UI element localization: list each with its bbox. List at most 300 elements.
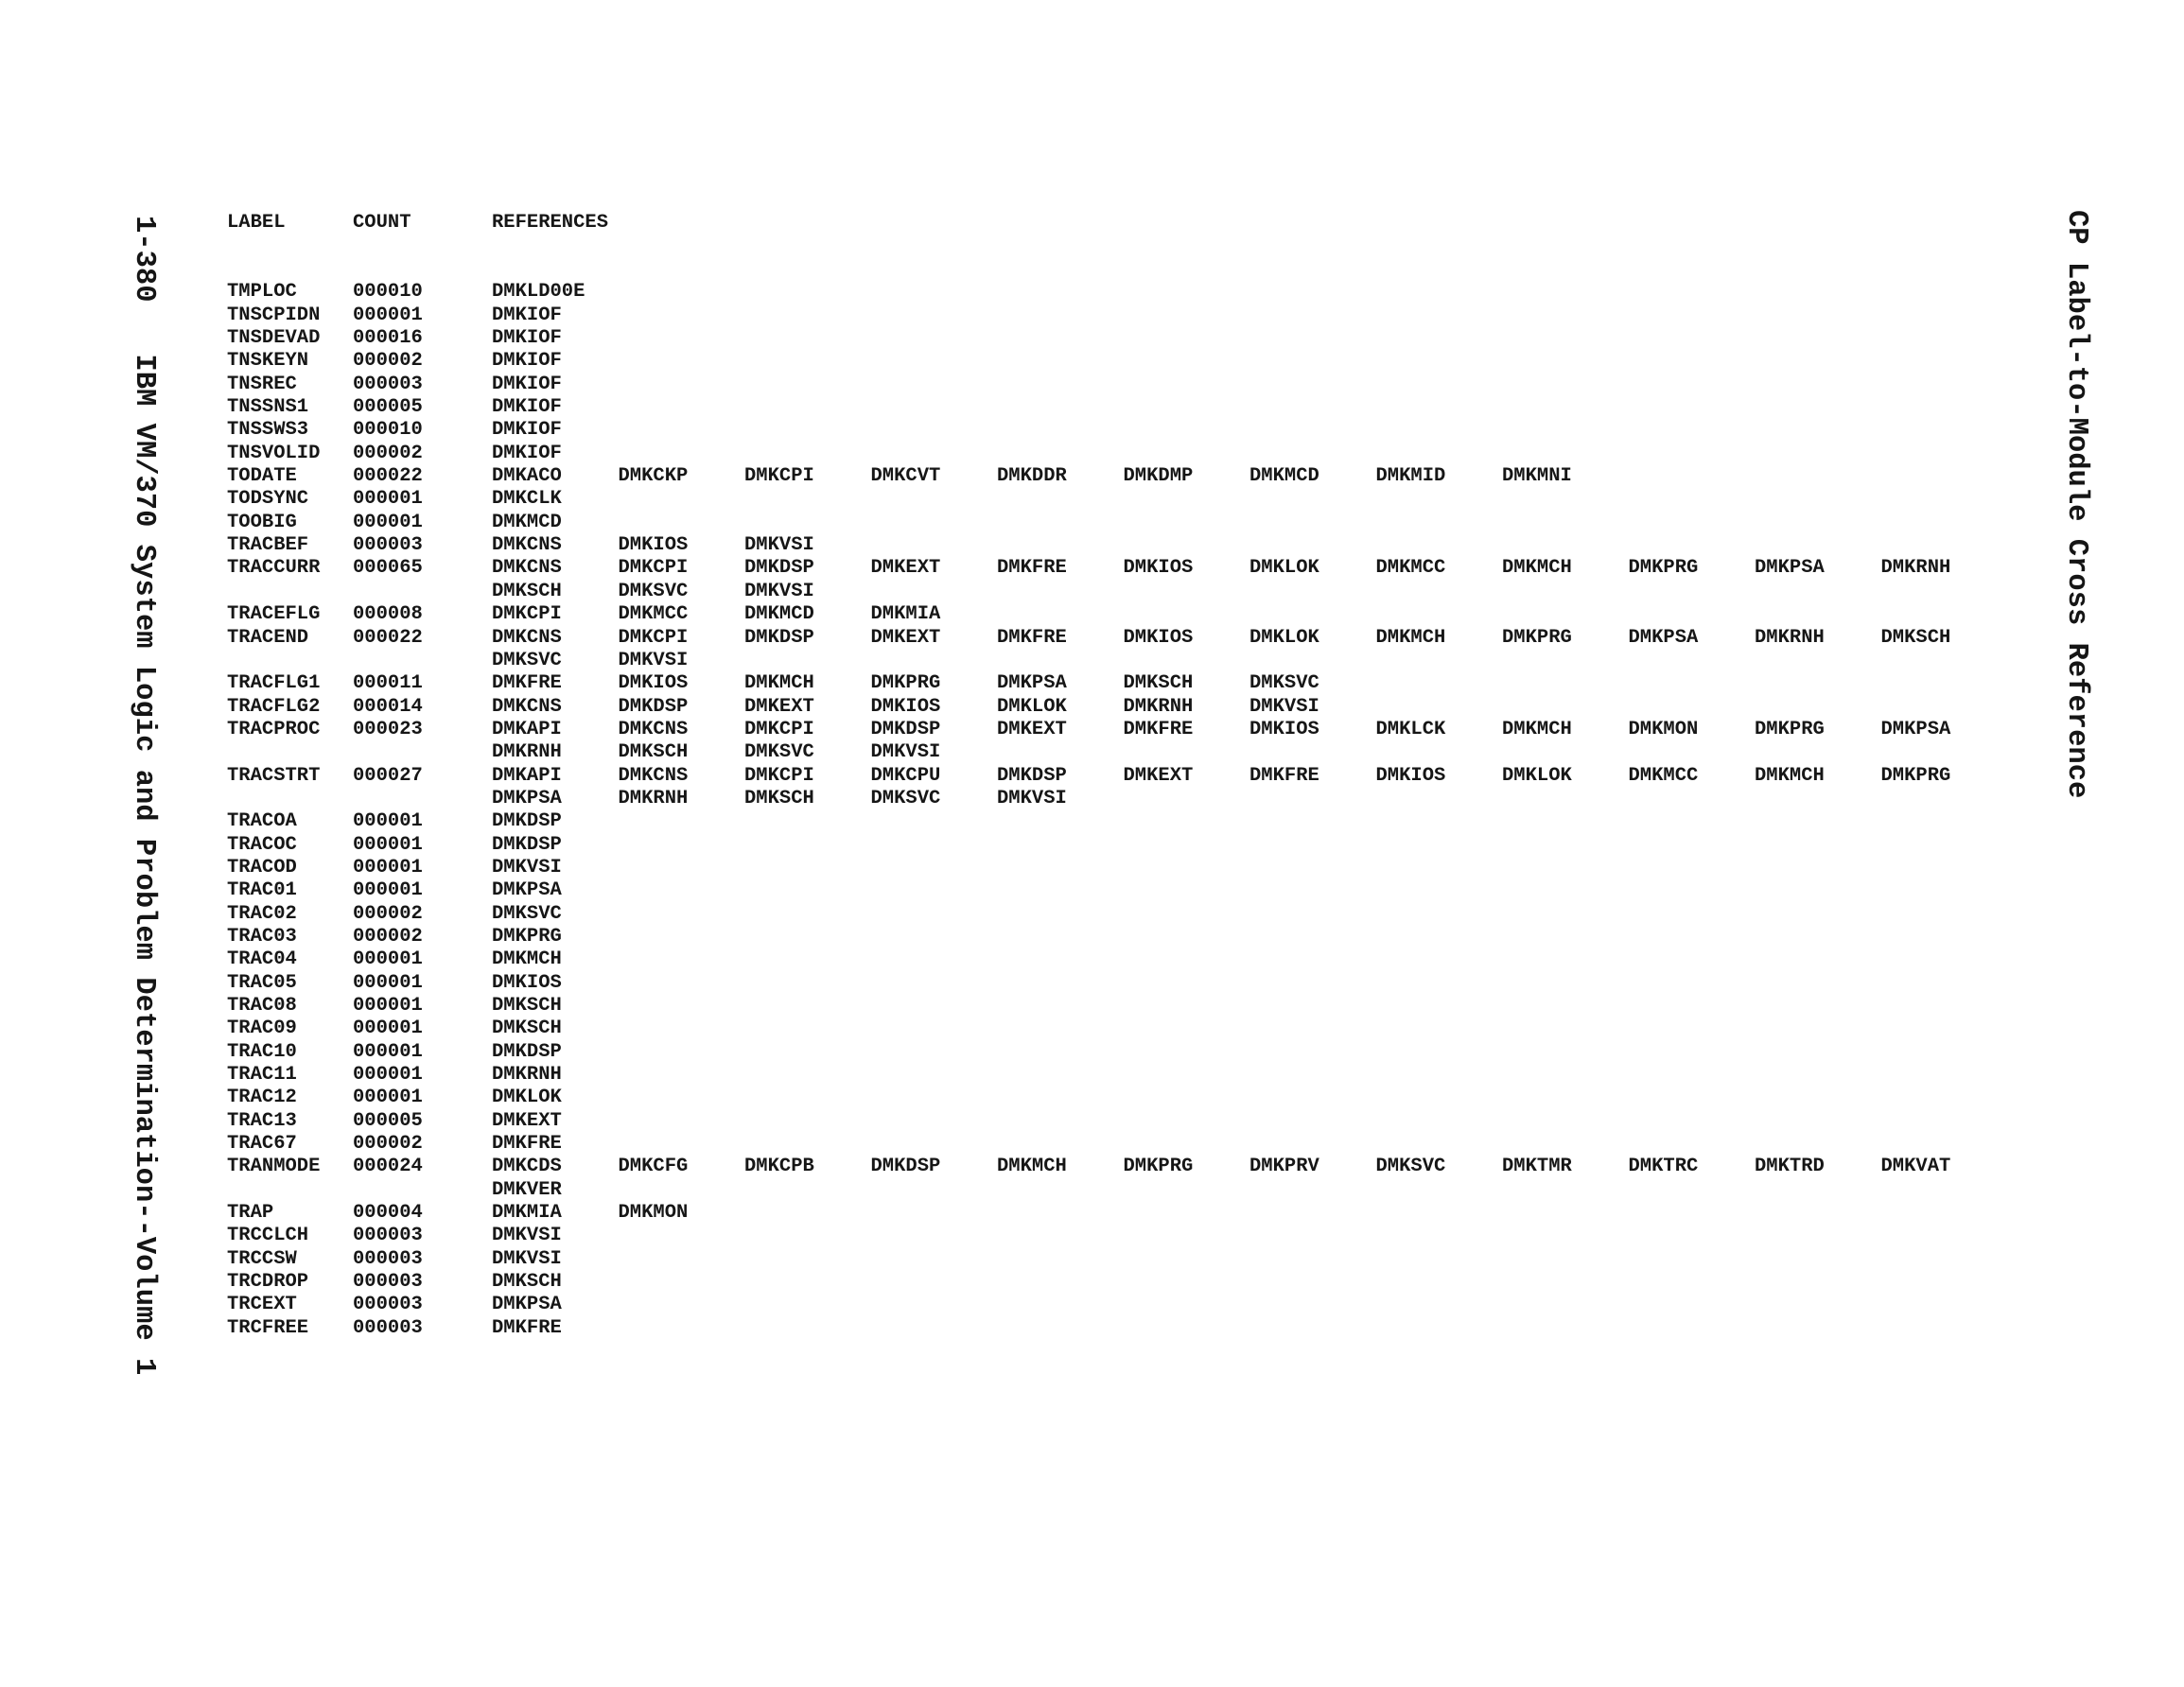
- cell-count: 000001: [353, 1087, 423, 1109]
- module-reference: DMKFRE: [997, 557, 1067, 580]
- module-reference: DMKSCH: [492, 1017, 562, 1040]
- cell-count: 000010: [353, 419, 423, 442]
- table-row: [227, 810, 2005, 833]
- cell-count: 000001: [353, 1064, 423, 1087]
- module-reference: DMKEXT: [744, 695, 814, 718]
- module-reference: DMKDSP: [492, 833, 562, 856]
- table-row: [227, 1017, 2005, 1040]
- module-reference: DMKDSP: [870, 718, 941, 740]
- module-reference: DMKPRG: [492, 925, 562, 948]
- cell-references: [492, 948, 619, 971]
- module-reference: DMKPRG: [1755, 718, 1825, 740]
- module-reference: DMKMCD: [1249, 465, 1319, 488]
- module-reference: DMKIOS: [492, 971, 562, 994]
- cell-label: TRCEXT: [227, 1294, 297, 1316]
- module-reference: DMKIOF: [492, 442, 562, 464]
- module-reference: DMKMCH: [1502, 557, 1572, 580]
- table-row: [227, 465, 2005, 488]
- module-reference: DMKCNS: [492, 695, 562, 718]
- module-reference: DMKPSA: [1880, 718, 1951, 740]
- module-reference: DMKCPI: [744, 764, 814, 787]
- module-reference: DMKCPI: [744, 465, 814, 488]
- module-reference: DMKSCH: [492, 580, 562, 602]
- cell-label: TRACCURR: [227, 557, 321, 580]
- cell-references: [492, 1133, 619, 1156]
- cell-references: [492, 1317, 619, 1340]
- module-reference: DMKLOK: [1249, 557, 1319, 580]
- cell-label: TRACFLG1: [227, 672, 321, 695]
- cell-references: [492, 1156, 2007, 1178]
- cell-references: [492, 995, 619, 1017]
- cell-references: [492, 1248, 619, 1271]
- table-header: [227, 212, 2005, 235]
- cell-count: 000014: [353, 695, 423, 718]
- module-reference: DMKMCH: [1375, 626, 1446, 649]
- cell-count: 000004: [353, 1202, 423, 1225]
- cell-label: TRCDROP: [227, 1271, 309, 1294]
- cell-count: 000024: [353, 1156, 423, 1178]
- table-row: [227, 903, 2005, 926]
- cell-references: [492, 972, 619, 995]
- cell-label: TNSSWS3: [227, 419, 309, 442]
- table-row: [227, 327, 2005, 350]
- cell-label: TRACOA: [227, 810, 297, 833]
- cell-references: [492, 1087, 619, 1109]
- cell-count: 000002: [353, 442, 423, 464]
- module-reference: DMKCNS: [618, 718, 689, 740]
- cell-count: 000001: [353, 995, 423, 1017]
- module-reference: DMKLD00E: [492, 281, 585, 304]
- module-reference: DMKIOS: [618, 672, 689, 695]
- module-reference: DMKEXT: [1123, 764, 1194, 787]
- module-reference: DMKIOS: [1123, 557, 1194, 580]
- module-reference: DMKFRE: [492, 1316, 562, 1339]
- module-reference: DMKRNH: [492, 741, 562, 764]
- module-reference: DMKDDR: [997, 465, 1067, 488]
- table-row: [227, 1110, 2005, 1133]
- module-reference: DMKMCH: [492, 948, 562, 971]
- module-reference: DMKCPI: [744, 718, 814, 740]
- module-reference: DMKDSP: [492, 1040, 562, 1063]
- cell-label: TOOBIG: [227, 511, 297, 533]
- cell-label: TRCCSW: [227, 1247, 297, 1270]
- cell-references: [492, 788, 1124, 810]
- table-row-continuation: [227, 650, 2005, 672]
- module-reference: DMKIOF: [492, 304, 562, 326]
- cell-label: TRACOD: [227, 856, 297, 878]
- module-reference: DMKFRE: [997, 626, 1067, 649]
- cell-count: 000001: [353, 948, 423, 971]
- module-reference: DMKEXT: [870, 626, 941, 649]
- cell-label: TMPLOC: [227, 281, 297, 304]
- cell-count: 000001: [353, 1040, 423, 1063]
- table-row: [227, 857, 2005, 879]
- module-reference: DMKIOS: [1249, 718, 1319, 740]
- cell-label: TRAC67: [227, 1133, 297, 1156]
- cell-count: 000008: [353, 603, 423, 626]
- module-reference: DMKPRG: [1880, 764, 1951, 787]
- cell-references: [492, 465, 1629, 488]
- cell-references: [492, 903, 619, 926]
- cell-count: 000016: [353, 327, 423, 350]
- cell-count: 000023: [353, 718, 423, 740]
- module-reference: DMKPRG: [870, 672, 941, 695]
- cell-references: [492, 857, 619, 879]
- cell-references: [492, 741, 997, 764]
- module-reference: DMKCNS: [492, 534, 562, 557]
- table-row: [227, 419, 2005, 442]
- cell-label: TRACSTRT: [227, 764, 321, 787]
- cell-count: 000002: [353, 1133, 423, 1156]
- module-reference: DMKIOF: [492, 419, 562, 442]
- table-row: [227, 672, 2005, 695]
- table-row: [227, 627, 2005, 650]
- module-reference: DMKSVC: [870, 787, 941, 809]
- cell-count: 000001: [353, 1017, 423, 1040]
- cell-label: TRCCLCH: [227, 1225, 309, 1247]
- module-reference: DMKMCD: [492, 511, 562, 533]
- module-reference: DMKCDS: [492, 1156, 562, 1178]
- cell-count: 000001: [353, 488, 423, 511]
- table-row: [227, 926, 2005, 948]
- module-reference: DMKVSI: [744, 534, 814, 557]
- module-reference: DMKRNH: [1123, 695, 1194, 718]
- module-reference: DMKIOF: [492, 373, 562, 395]
- module-reference: DMKMCH: [1755, 764, 1825, 787]
- cell-references: [492, 1202, 744, 1225]
- cell-count: 000065: [353, 557, 423, 580]
- header-references: REFERENCES: [492, 212, 609, 234]
- module-reference: DMKVSI: [618, 649, 689, 671]
- cell-label: TODATE: [227, 465, 297, 488]
- cell-label: TRACOC: [227, 833, 297, 856]
- table-row: [227, 1202, 2005, 1225]
- cell-references: [492, 719, 2007, 741]
- table-row: [227, 534, 2005, 557]
- table-row: [227, 350, 2005, 373]
- module-reference: DMKCVT: [870, 465, 941, 488]
- cell-references: [492, 304, 619, 327]
- cell-references: [492, 810, 619, 833]
- cell-count: 000001: [353, 511, 423, 533]
- module-reference: DMKIOF: [492, 396, 562, 419]
- cell-references: [492, 1294, 619, 1316]
- module-reference: DMKVAT: [1880, 1156, 1951, 1178]
- cell-references: [492, 650, 744, 672]
- table-row: [227, 488, 2005, 511]
- module-reference: DMKVSI: [492, 856, 562, 878]
- module-reference: DMKIOS: [870, 695, 941, 718]
- cell-count: 000022: [353, 626, 423, 649]
- cell-label: TRACPROC: [227, 718, 321, 740]
- module-reference: DMKSVC: [1249, 672, 1319, 695]
- module-reference: DMKMON: [618, 1202, 689, 1225]
- cell-label: TNSREC: [227, 373, 297, 395]
- module-reference: DMKACO: [492, 465, 562, 488]
- running-title-rotated: CP Label-to-Module Cross Reference: [2060, 210, 2092, 799]
- cell-count: 000001: [353, 304, 423, 326]
- module-reference: DMKDMP: [1123, 465, 1194, 488]
- module-reference: DMKMIA: [870, 603, 941, 626]
- table-row: [227, 972, 2005, 995]
- header-count: COUNT: [353, 212, 411, 234]
- module-reference: DMKMNI: [1502, 465, 1572, 488]
- module-reference: DMKRNH: [492, 1064, 562, 1087]
- table-row: [227, 719, 2005, 741]
- module-reference: DMKPSA: [997, 672, 1067, 695]
- cell-count: 000003: [353, 1294, 423, 1316]
- module-reference: DMKSVC: [1375, 1156, 1446, 1178]
- module-reference: DMKIOS: [618, 534, 689, 557]
- cell-label: TNSVOLID: [227, 442, 321, 464]
- cell-references: [492, 488, 619, 511]
- table-row: [227, 1156, 2005, 1178]
- module-reference: DMKPRG: [1123, 1156, 1194, 1178]
- module-reference: DMKTRD: [1755, 1156, 1825, 1178]
- cell-references: [492, 1179, 619, 1202]
- module-reference: DMKFRE: [1123, 718, 1194, 740]
- module-reference: DMKEXT: [870, 557, 941, 580]
- module-reference: DMKPSA: [492, 879, 562, 902]
- cell-references: [492, 281, 619, 304]
- cell-label: TRANMODE: [227, 1156, 321, 1178]
- module-reference: DMKSVC: [744, 741, 814, 764]
- cell-references: [492, 327, 619, 350]
- table-row: [227, 1294, 2005, 1316]
- module-reference: DMKPRG: [1502, 626, 1572, 649]
- cell-count: 000003: [353, 534, 423, 557]
- cell-label: TRAC01: [227, 879, 297, 902]
- module-reference: DMKDSP: [744, 626, 814, 649]
- module-reference: DMKMCC: [1375, 557, 1446, 580]
- table-row: [227, 281, 2005, 304]
- table-row: [227, 443, 2005, 465]
- module-reference: DMKMCH: [997, 1156, 1067, 1178]
- module-reference: DMKMCH: [1502, 718, 1572, 740]
- cell-references: [492, 1271, 619, 1294]
- module-reference: DMKFRE: [1249, 764, 1319, 787]
- module-reference: DMKIOS: [1375, 764, 1446, 787]
- cell-label: TRAC13: [227, 1109, 297, 1132]
- module-reference: DMKMCC: [1628, 764, 1699, 787]
- cell-count: 000003: [353, 373, 423, 395]
- module-reference: DMKIOF: [492, 327, 562, 350]
- cell-count: 000001: [353, 856, 423, 878]
- table-row: [227, 1041, 2005, 1064]
- cell-count: 000011: [353, 672, 423, 695]
- cell-label: TRAC08: [227, 995, 297, 1017]
- cell-references: [492, 534, 871, 557]
- module-reference: DMKMCH: [744, 672, 814, 695]
- module-reference: DMKDSP: [997, 764, 1067, 787]
- table-row: [227, 1317, 2005, 1340]
- table-row: [227, 948, 2005, 971]
- table-row: [227, 557, 2005, 580]
- module-reference: DMKCKP: [618, 465, 689, 488]
- module-reference: DMKDSP: [618, 695, 689, 718]
- module-reference: DMKSCH: [618, 741, 689, 764]
- table-row-continuation: [227, 741, 2005, 764]
- cell-label: TRAC03: [227, 925, 297, 948]
- cell-count: 000001: [353, 879, 423, 902]
- module-reference: DMKRNH: [1880, 557, 1951, 580]
- cell-count: 000003: [353, 1225, 423, 1247]
- module-reference: DMKVSI: [997, 787, 1067, 809]
- table-body: [227, 281, 2005, 1340]
- cell-references: [492, 879, 619, 902]
- module-reference: DMKDSP: [492, 810, 562, 833]
- cell-references: [492, 926, 619, 948]
- module-reference: DMKVSI: [492, 1247, 562, 1270]
- module-reference: DMKPRV: [1249, 1156, 1319, 1178]
- cell-references: [492, 672, 1376, 695]
- table-row-continuation: [227, 788, 2005, 810]
- cell-label: TRACEND: [227, 626, 309, 649]
- module-reference: DMKDSP: [744, 557, 814, 580]
- module-reference: DMKCFG: [618, 1156, 689, 1178]
- cell-label: TRAC02: [227, 902, 297, 925]
- cell-count: 000003: [353, 1271, 423, 1294]
- cell-references: [492, 696, 1376, 719]
- cell-references: [492, 1110, 619, 1133]
- module-reference: DMKLOK: [492, 1087, 562, 1109]
- module-reference: DMKLOK: [1249, 626, 1319, 649]
- module-reference: DMKPSA: [492, 787, 562, 809]
- cell-label: TODSYNC: [227, 488, 309, 511]
- cell-references: [492, 834, 619, 857]
- page-footer-rotated: 1-380 IBM VM/370 System Logic and Problem Determination--Volume 1: [128, 216, 160, 1376]
- module-reference: DMKRNH: [1755, 626, 1825, 649]
- module-reference: DMKVSI: [870, 741, 941, 764]
- module-reference: DMKCPB: [744, 1156, 814, 1178]
- module-reference: DMKMON: [1628, 718, 1699, 740]
- module-reference: DMKCLK: [492, 488, 562, 511]
- module-reference: DMKSCH: [492, 995, 562, 1017]
- module-reference: DMKMCD: [744, 603, 814, 626]
- table-row: [227, 834, 2005, 857]
- cell-references: [492, 512, 619, 534]
- cell-count: 000005: [353, 396, 423, 419]
- table-row: [227, 1087, 2005, 1109]
- module-reference: DMKMIA: [492, 1202, 562, 1225]
- module-reference: DMKEXT: [492, 1109, 562, 1132]
- cell-label: TRACFLG2: [227, 695, 321, 718]
- table-row-continuation: [227, 581, 2005, 603]
- cross-reference-table: [227, 212, 2005, 1340]
- module-reference: DMKSVC: [492, 649, 562, 671]
- module-reference: DMKCNS: [492, 626, 562, 649]
- table-row: [227, 1248, 2005, 1271]
- cell-references: [492, 1041, 619, 1064]
- cell-label: TRAC11: [227, 1064, 297, 1087]
- module-reference: DMKCPU: [870, 764, 941, 787]
- table-row: [227, 1064, 2005, 1087]
- cell-references: [492, 627, 2007, 650]
- module-reference: DMKMID: [1375, 465, 1446, 488]
- cell-count: 000001: [353, 833, 423, 856]
- table-row: [227, 512, 2005, 534]
- table-row: [227, 879, 2005, 902]
- module-reference: DMKSCH: [492, 1271, 562, 1294]
- module-reference: DMKVSI: [492, 1225, 562, 1247]
- table-row: [227, 1225, 2005, 1247]
- cell-count: 000002: [353, 902, 423, 925]
- module-reference: DMKCNS: [618, 764, 689, 787]
- module-reference: DMKFRE: [492, 672, 562, 695]
- module-reference: DMKTRC: [1628, 1156, 1699, 1178]
- cell-label: TNSKEYN: [227, 350, 309, 373]
- cell-label: TNSCPIDN: [227, 304, 321, 326]
- module-reference: DMKEXT: [997, 718, 1067, 740]
- table-row-continuation: [227, 1179, 2005, 1202]
- module-reference: DMKAPI: [492, 764, 562, 787]
- cell-label: TRAC12: [227, 1087, 297, 1109]
- cell-label: TNSSNS1: [227, 396, 309, 419]
- cell-count: 000027: [353, 764, 423, 787]
- module-reference: DMKSCH: [1880, 626, 1951, 649]
- cell-count: 000010: [353, 281, 423, 304]
- module-reference: DMKTMR: [1502, 1156, 1572, 1178]
- module-reference: DMKSCH: [744, 787, 814, 809]
- cell-references: [492, 419, 619, 442]
- module-reference: DMKCPI: [618, 626, 689, 649]
- cell-label: TRAP: [227, 1202, 274, 1225]
- table-row: [227, 304, 2005, 327]
- module-reference: DMKFRE: [492, 1133, 562, 1156]
- module-reference: DMKPSA: [1628, 626, 1699, 649]
- module-reference: DMKSCH: [1123, 672, 1194, 695]
- cell-references: [492, 443, 619, 465]
- table-row: [227, 396, 2005, 419]
- cell-count: 000001: [353, 971, 423, 994]
- cell-label: TNSDEVAD: [227, 327, 321, 350]
- module-reference: DMKVSI: [1249, 695, 1319, 718]
- module-reference: DMKDSP: [870, 1156, 941, 1178]
- cell-label: TRAC10: [227, 1040, 297, 1063]
- module-reference: DMKLCK: [1375, 718, 1446, 740]
- table-row: [227, 374, 2005, 396]
- cell-count: 000001: [353, 810, 423, 833]
- module-reference: DMKCPI: [492, 603, 562, 626]
- cell-label: TRAC09: [227, 1017, 297, 1040]
- cell-references: [492, 396, 619, 419]
- module-reference: DMKIOF: [492, 350, 562, 373]
- table-row: [227, 603, 2005, 626]
- cell-references: [492, 581, 871, 603]
- cell-references: [492, 765, 2007, 788]
- table-row: [227, 765, 2005, 788]
- cell-count: 000003: [353, 1316, 423, 1339]
- cell-count: 000005: [353, 1109, 423, 1132]
- module-reference: DMKPSA: [1755, 557, 1825, 580]
- module-reference: DMKMCC: [618, 603, 689, 626]
- table-row: [227, 1271, 2005, 1294]
- header-label: LABEL: [227, 212, 286, 234]
- module-reference: DMKRNH: [618, 787, 689, 809]
- cell-count: 000022: [353, 465, 423, 488]
- cell-references: [492, 557, 2007, 580]
- cell-count: 000002: [353, 350, 423, 373]
- cell-references: [492, 603, 997, 626]
- table-row: [227, 995, 2005, 1017]
- module-reference: DMKCPI: [618, 557, 689, 580]
- cell-references: [492, 1017, 619, 1040]
- cell-label: TRAC05: [227, 971, 297, 994]
- module-reference: DMKSVC: [618, 580, 689, 602]
- cell-references: [492, 350, 619, 373]
- table-row: [227, 1133, 2005, 1156]
- cell-count: 000003: [353, 1247, 423, 1270]
